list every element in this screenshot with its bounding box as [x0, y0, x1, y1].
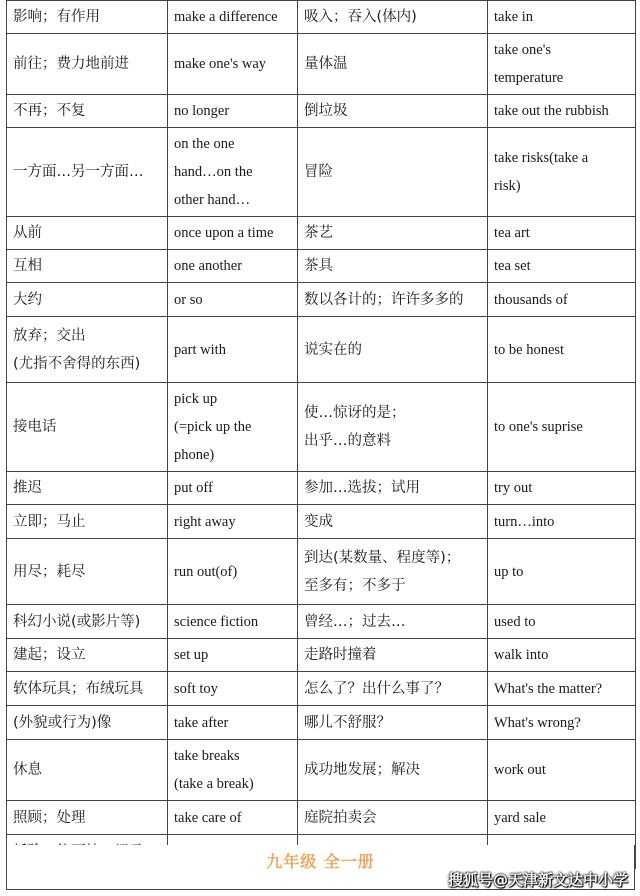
- cell-line: 使…惊讶的是；: [304, 405, 406, 421]
- cell-line: take one's: [494, 42, 551, 58]
- cell-line: 立即；马止: [13, 513, 86, 530]
- table-row: [7, 672, 636, 706]
- cell-line: take breaks: [174, 748, 240, 764]
- english-phrase-cell: [168, 706, 298, 740]
- cell-line: to be honest: [494, 341, 565, 358]
- table-row: [7, 1, 636, 34]
- english-phrase-cell: [488, 706, 636, 740]
- cell-line: 倒垃圾: [304, 103, 348, 119]
- cell-line: on the one: [174, 136, 235, 152]
- cell-line: soft toy: [174, 680, 218, 697]
- english-phrase-cell: [168, 605, 298, 639]
- cell-line: 接电话: [13, 419, 57, 435]
- chinese-meaning-cell: [298, 128, 488, 217]
- chinese-meaning-cell: [298, 706, 488, 740]
- english-phrase-cell: [488, 283, 636, 317]
- chinese-meaning-cell: [298, 740, 488, 801]
- cell-line: (take a break): [174, 776, 254, 792]
- cell-line: 建起；设立: [13, 647, 86, 663]
- cell-line: risk): [494, 178, 521, 194]
- cell-line: 从前: [13, 225, 42, 241]
- chinese-meaning-cell: [7, 740, 168, 801]
- cell-line: 走路时撞着: [304, 647, 377, 663]
- table-row: [7, 639, 636, 672]
- cell-line: tea art: [494, 225, 530, 241]
- chinese-meaning-cell: [298, 639, 488, 672]
- chinese-meaning-cell: [7, 217, 168, 250]
- vocabulary-table: [6, 0, 636, 869]
- chinese-meaning-cell: [298, 250, 488, 283]
- cell-line: 怎么了？出什么事了？: [304, 680, 449, 697]
- english-phrase-cell: [168, 34, 298, 95]
- cell-line: What's wrong?: [494, 714, 581, 731]
- english-phrase-cell: [488, 740, 636, 801]
- cell-line: right away: [174, 513, 236, 530]
- chinese-meaning-cell: [298, 801, 488, 835]
- english-phrase-cell: [168, 95, 298, 128]
- watermark-text: 搜狐号@天津新文达中小学: [447, 871, 628, 889]
- english-phrase-cell: [488, 383, 636, 472]
- english-phrase-cell: [168, 250, 298, 283]
- english-phrase-cell: [488, 128, 636, 217]
- cell-line: take out the rubbish: [494, 103, 609, 119]
- cell-line: take after: [174, 714, 229, 731]
- table-row: [7, 317, 636, 383]
- cell-line: 量体温: [304, 56, 348, 72]
- cell-line: tea set: [494, 258, 531, 274]
- chinese-meaning-cell: [298, 34, 488, 95]
- table-row: [7, 539, 636, 605]
- cell-line: What's the matter?: [494, 680, 603, 697]
- chinese-meaning-cell: [298, 317, 488, 383]
- cell-line: (尤指不舍得的东西): [13, 355, 141, 372]
- english-phrase-cell: [168, 639, 298, 672]
- chinese-meaning-cell: [298, 672, 488, 706]
- grade-label: 九年级 全一册: [266, 852, 375, 871]
- table-row: [7, 34, 636, 95]
- cell-line: temperature: [494, 70, 564, 86]
- cell-line: make one's way: [174, 56, 266, 72]
- cell-line: make a difference: [174, 9, 278, 25]
- chinese-meaning-cell: [7, 34, 168, 95]
- cell-line: take risks(take a: [494, 150, 589, 166]
- cell-line: hand…on the: [174, 164, 253, 180]
- cell-line: 大约: [13, 291, 42, 308]
- cell-line: other hand…: [174, 192, 251, 208]
- table-row: [7, 283, 636, 317]
- chinese-meaning-cell: [7, 605, 168, 639]
- cell-line: take in: [494, 9, 534, 25]
- cell-line: put off: [174, 480, 213, 496]
- cell-line: (=pick up the: [174, 419, 252, 435]
- cell-line: 哪儿不舒服？: [304, 714, 391, 731]
- chinese-meaning-cell: [7, 706, 168, 740]
- table-row: [7, 505, 636, 539]
- english-phrase-cell: [168, 472, 298, 505]
- chinese-meaning-cell: [7, 505, 168, 539]
- english-phrase-cell: [168, 801, 298, 835]
- cell-line: 变成: [304, 513, 333, 530]
- chinese-meaning-cell: [7, 672, 168, 706]
- vocabulary-table-body: [7, 1, 636, 869]
- chinese-meaning-cell: [7, 95, 168, 128]
- cell-line: 曾经…；过去…: [304, 613, 406, 630]
- english-phrase-cell: [488, 639, 636, 672]
- cell-line: 茶艺: [304, 225, 333, 241]
- cell-line: one another: [174, 258, 243, 274]
- cell-line: pick up: [174, 391, 218, 407]
- cell-line: 数以各计的；许许多多的: [304, 291, 464, 308]
- english-phrase-cell: [488, 539, 636, 605]
- cell-line: 影响；有作用: [13, 9, 100, 25]
- chinese-meaning-cell: [298, 472, 488, 505]
- english-phrase-cell: [488, 801, 636, 835]
- english-phrase-cell: [488, 472, 636, 505]
- cell-line: 科幻小说(或影片等): [13, 613, 141, 630]
- english-phrase-cell: [168, 539, 298, 605]
- english-phrase-cell: [488, 672, 636, 706]
- chinese-meaning-cell: [7, 539, 168, 605]
- table-row: [7, 605, 636, 639]
- cell-line: walk into: [494, 647, 549, 663]
- table-row: [7, 95, 636, 128]
- chinese-meaning-cell: [298, 539, 488, 605]
- english-phrase-cell: [488, 317, 636, 383]
- english-phrase-cell: [488, 34, 636, 95]
- chinese-meaning-cell: [7, 383, 168, 472]
- cell-line: 不再；不复: [13, 103, 86, 119]
- english-phrase-cell: [168, 740, 298, 801]
- english-phrase-cell: [168, 505, 298, 539]
- page-footer: [6, 845, 635, 890]
- cell-line: 茶具: [304, 258, 333, 274]
- cell-line: 休息: [13, 762, 42, 778]
- cell-line: take care of: [174, 809, 242, 826]
- cell-line: 照顾；处理: [13, 809, 86, 826]
- table-row: [7, 472, 636, 505]
- cell-line: 吸入；吞入(体内): [304, 9, 417, 25]
- chinese-meaning-cell: [298, 383, 488, 472]
- chinese-meaning-cell: [7, 639, 168, 672]
- table-row: [7, 250, 636, 283]
- cell-line: science fiction: [174, 613, 259, 630]
- table-row: [7, 128, 636, 217]
- table-row: [7, 801, 636, 835]
- english-phrase-cell: [488, 1, 636, 34]
- chinese-meaning-cell: [298, 505, 488, 539]
- cell-line: thousands of: [494, 291, 568, 308]
- chinese-meaning-cell: [7, 250, 168, 283]
- cell-line: 成功地发展；解决: [304, 762, 420, 778]
- cell-line: try out: [494, 480, 533, 496]
- cell-line: run out(of): [174, 563, 238, 580]
- english-phrase-cell: [168, 128, 298, 217]
- cell-line: turn…into: [494, 513, 555, 530]
- table-row: [7, 383, 636, 472]
- cell-line: 互相: [13, 258, 42, 274]
- chinese-meaning-cell: [7, 128, 168, 217]
- vocabulary-sheet: [6, 0, 635, 869]
- cell-line: used to: [494, 613, 536, 630]
- english-phrase-cell: [168, 217, 298, 250]
- chinese-meaning-cell: [298, 217, 488, 250]
- cell-line: set up: [174, 647, 209, 663]
- english-phrase-cell: [168, 317, 298, 383]
- cell-line: or so: [174, 291, 203, 308]
- cell-line: 一方面…另一方面…: [13, 164, 144, 180]
- cell-line: 前往；费力地前进: [13, 56, 129, 72]
- chinese-meaning-cell: [298, 1, 488, 34]
- english-phrase-cell: [168, 672, 298, 706]
- chinese-meaning-cell: [298, 283, 488, 317]
- english-phrase-cell: [168, 1, 298, 34]
- cell-line: 用尽；耗尽: [13, 563, 86, 580]
- chinese-meaning-cell: [7, 317, 168, 383]
- cell-line: 出乎…的意料: [304, 433, 391, 449]
- cell-line: no longer: [174, 103, 230, 119]
- cell-line: 参加…选拔；试用: [304, 480, 420, 496]
- english-phrase-cell: [488, 95, 636, 128]
- cell-line: 软体玩具；布绒玩具: [13, 680, 144, 697]
- cell-line: 冒险: [304, 164, 333, 180]
- chinese-meaning-cell: [298, 95, 488, 128]
- cell-line: 说实在的: [304, 341, 362, 358]
- cell-line: 庭院拍卖会: [304, 809, 377, 826]
- cell-line: 到达(某数量、程度等)；: [304, 549, 461, 566]
- english-phrase-cell: [168, 383, 298, 472]
- chinese-meaning-cell: [298, 605, 488, 639]
- table-row: [7, 706, 636, 740]
- cell-line: once upon a time: [174, 225, 274, 241]
- table-row: [7, 217, 636, 250]
- cell-line: part with: [174, 341, 226, 358]
- english-phrase-cell: [488, 250, 636, 283]
- english-phrase-cell: [488, 505, 636, 539]
- cell-line: 至多有；不多于: [304, 577, 406, 594]
- chinese-meaning-cell: [7, 472, 168, 505]
- cell-line: 推迟: [13, 480, 42, 496]
- english-phrase-cell: [488, 217, 636, 250]
- cell-line: to one's suprise: [494, 419, 583, 435]
- cell-line: 放弃；交出: [13, 327, 86, 344]
- english-phrase-cell: [488, 605, 636, 639]
- chinese-meaning-cell: [7, 283, 168, 317]
- cell-line: yard sale: [494, 809, 546, 826]
- table-row: [7, 740, 636, 801]
- cell-line: up to: [494, 563, 524, 580]
- english-phrase-cell: [168, 283, 298, 317]
- cell-line: work out: [494, 762, 546, 778]
- cell-line: phone): [174, 447, 215, 463]
- chinese-meaning-cell: [7, 1, 168, 34]
- cell-line: (外貌或行为)像: [13, 714, 112, 731]
- chinese-meaning-cell: [7, 801, 168, 835]
